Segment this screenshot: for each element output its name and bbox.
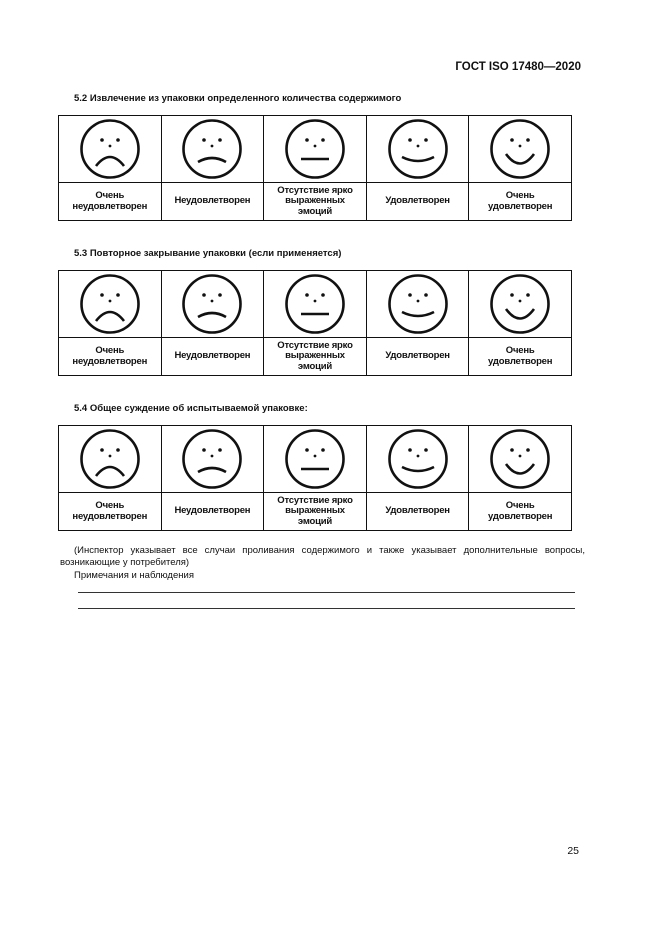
observation-line-1[interactable]: [78, 592, 575, 593]
label-very-satisfied: Очень удовлетворен: [469, 338, 572, 376]
rating-scale-5-3: [58, 270, 572, 376]
document-code: ГОСТ ISO 17480—2020: [455, 61, 581, 73]
rating-cell-neutral[interactable]: [264, 271, 367, 338]
neutral-face-icon: [284, 428, 346, 490]
rating-cell-unsatisfied[interactable]: [161, 271, 264, 338]
rating-cell-unsatisfied[interactable]: [161, 116, 264, 183]
label-neutral: Отсутствие ярко выраженных эмоций: [264, 183, 367, 221]
section-title-5-4: 5.4 Общее суждение об испытываемой упаковке:: [74, 403, 308, 414]
label-very-unsatisfied: Очень неудовлетворен: [59, 493, 162, 531]
sad-face-icon: [181, 273, 243, 335]
sad-face-icon: [181, 118, 243, 180]
label-very-unsatisfied: Очень неудовлетворен: [59, 338, 162, 376]
label-neutral: Отсутствие ярко выраженных эмоций: [264, 493, 367, 531]
rating-cell-unsatisfied[interactable]: [161, 426, 264, 493]
label-satisfied: Удовлетворен: [366, 493, 469, 531]
very-sad-face-icon: [79, 273, 141, 335]
very-sad-face-icon: [79, 428, 141, 490]
rating-cell-satisfied[interactable]: [366, 271, 469, 338]
rating-scale-5-4: [58, 425, 572, 531]
label-unsatisfied: Неудовлетворен: [161, 493, 264, 531]
label-unsatisfied: Неудовлетворен: [161, 183, 264, 221]
label-very-satisfied: Очень удовлетворен: [469, 493, 572, 531]
very-happy-face-icon: [489, 428, 551, 490]
rating-cell-satisfied[interactable]: [366, 426, 469, 493]
happy-face-icon: [387, 118, 449, 180]
rating-cell-very-unsatisfied[interactable]: [59, 271, 162, 338]
section-title-5-3: 5.3 Повторное закрывание упаковки (если применяется): [74, 248, 342, 259]
neutral-face-icon: [284, 118, 346, 180]
rating-scale-5-2: [58, 115, 572, 221]
very-happy-face-icon: [489, 273, 551, 335]
section-title-5-2: 5.2 Извлечение из упаковки определенного количества содержимого: [74, 93, 402, 104]
very-happy-face-icon: [489, 118, 551, 180]
very-sad-face-icon: [79, 118, 141, 180]
rating-cell-neutral[interactable]: [264, 116, 367, 183]
rating-cell-very-satisfied[interactable]: [469, 426, 572, 493]
label-satisfied: Удовлетворен: [366, 338, 469, 376]
inspector-note-text: (Инспектор указывает все случаи проливания содержимого и также указывает дополнительные вопросы, возникающие у потребителя): [60, 545, 585, 568]
rating-cell-very-satisfied[interactable]: [469, 271, 572, 338]
happy-face-icon: [387, 273, 449, 335]
rating-cell-satisfied[interactable]: [366, 116, 469, 183]
rating-cell-very-unsatisfied[interactable]: [59, 116, 162, 183]
label-satisfied: Удовлетворен: [366, 183, 469, 221]
neutral-face-icon: [284, 273, 346, 335]
rating-cell-very-satisfied[interactable]: [469, 116, 572, 183]
observations-label: Примечания и наблюдения: [74, 570, 194, 581]
inspector-note: [60, 545, 585, 568]
rating-cell-neutral[interactable]: [264, 426, 367, 493]
happy-face-icon: [387, 428, 449, 490]
observation-line-2[interactable]: [78, 608, 575, 609]
label-very-satisfied: Очень удовлетворен: [469, 183, 572, 221]
page-number: 25: [567, 845, 579, 857]
label-neutral: Отсутствие ярко выраженных эмоций: [264, 338, 367, 376]
label-very-unsatisfied: Очень неудовлетворен: [59, 183, 162, 221]
rating-cell-very-unsatisfied[interactable]: [59, 426, 162, 493]
sad-face-icon: [181, 428, 243, 490]
label-unsatisfied: Неудовлетворен: [161, 338, 264, 376]
